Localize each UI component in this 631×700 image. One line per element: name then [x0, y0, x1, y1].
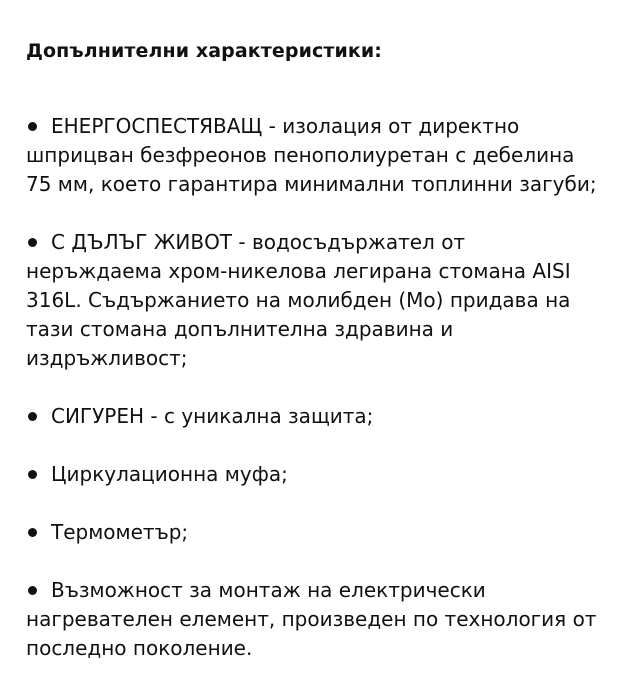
feature-item-heating-element [26, 576, 601, 663]
bullet-icon [28, 412, 37, 421]
section-heading: Допълнителни характеристики: [26, 40, 383, 62]
bullet-icon [28, 122, 37, 131]
features-list [26, 112, 601, 663]
feature-item-long-life [26, 228, 601, 373]
bullet-icon [28, 528, 37, 537]
bullet-icon [28, 470, 37, 479]
feature-text: Циркулационна муфа; [51, 462, 288, 486]
feature-item-safe [26, 402, 601, 431]
feature-text: Възможност за монтаж на електрически нагревателен елемент, произведен по технология от последно поколение. [26, 578, 597, 660]
feature-item-thermometer [26, 518, 601, 547]
feature-text: С ДЪЛЪГ ЖИВОТ - водосъдържател от неръждаема хром-никелова легирана стомана AISI 316L. Съдържанието на молибден (Mo) придава на тази стомана допълнителна здравина и издръжливост; [26, 230, 571, 370]
feature-text: ЕНЕРГОСПЕСТЯВАЩ - изолация от директно шприцван безфреонов пенополиуретан с дебелина 75 мм, което гарантира минимални топлинни загуби; [26, 114, 597, 196]
feature-text: СИГУРЕН - с уникална защита; [51, 404, 374, 428]
bullet-icon [28, 238, 37, 247]
feature-item-energy-saving [26, 112, 601, 199]
bullet-icon [28, 586, 37, 595]
feature-item-circulation-sleeve [26, 460, 601, 489]
feature-text: Термометър; [51, 520, 189, 544]
